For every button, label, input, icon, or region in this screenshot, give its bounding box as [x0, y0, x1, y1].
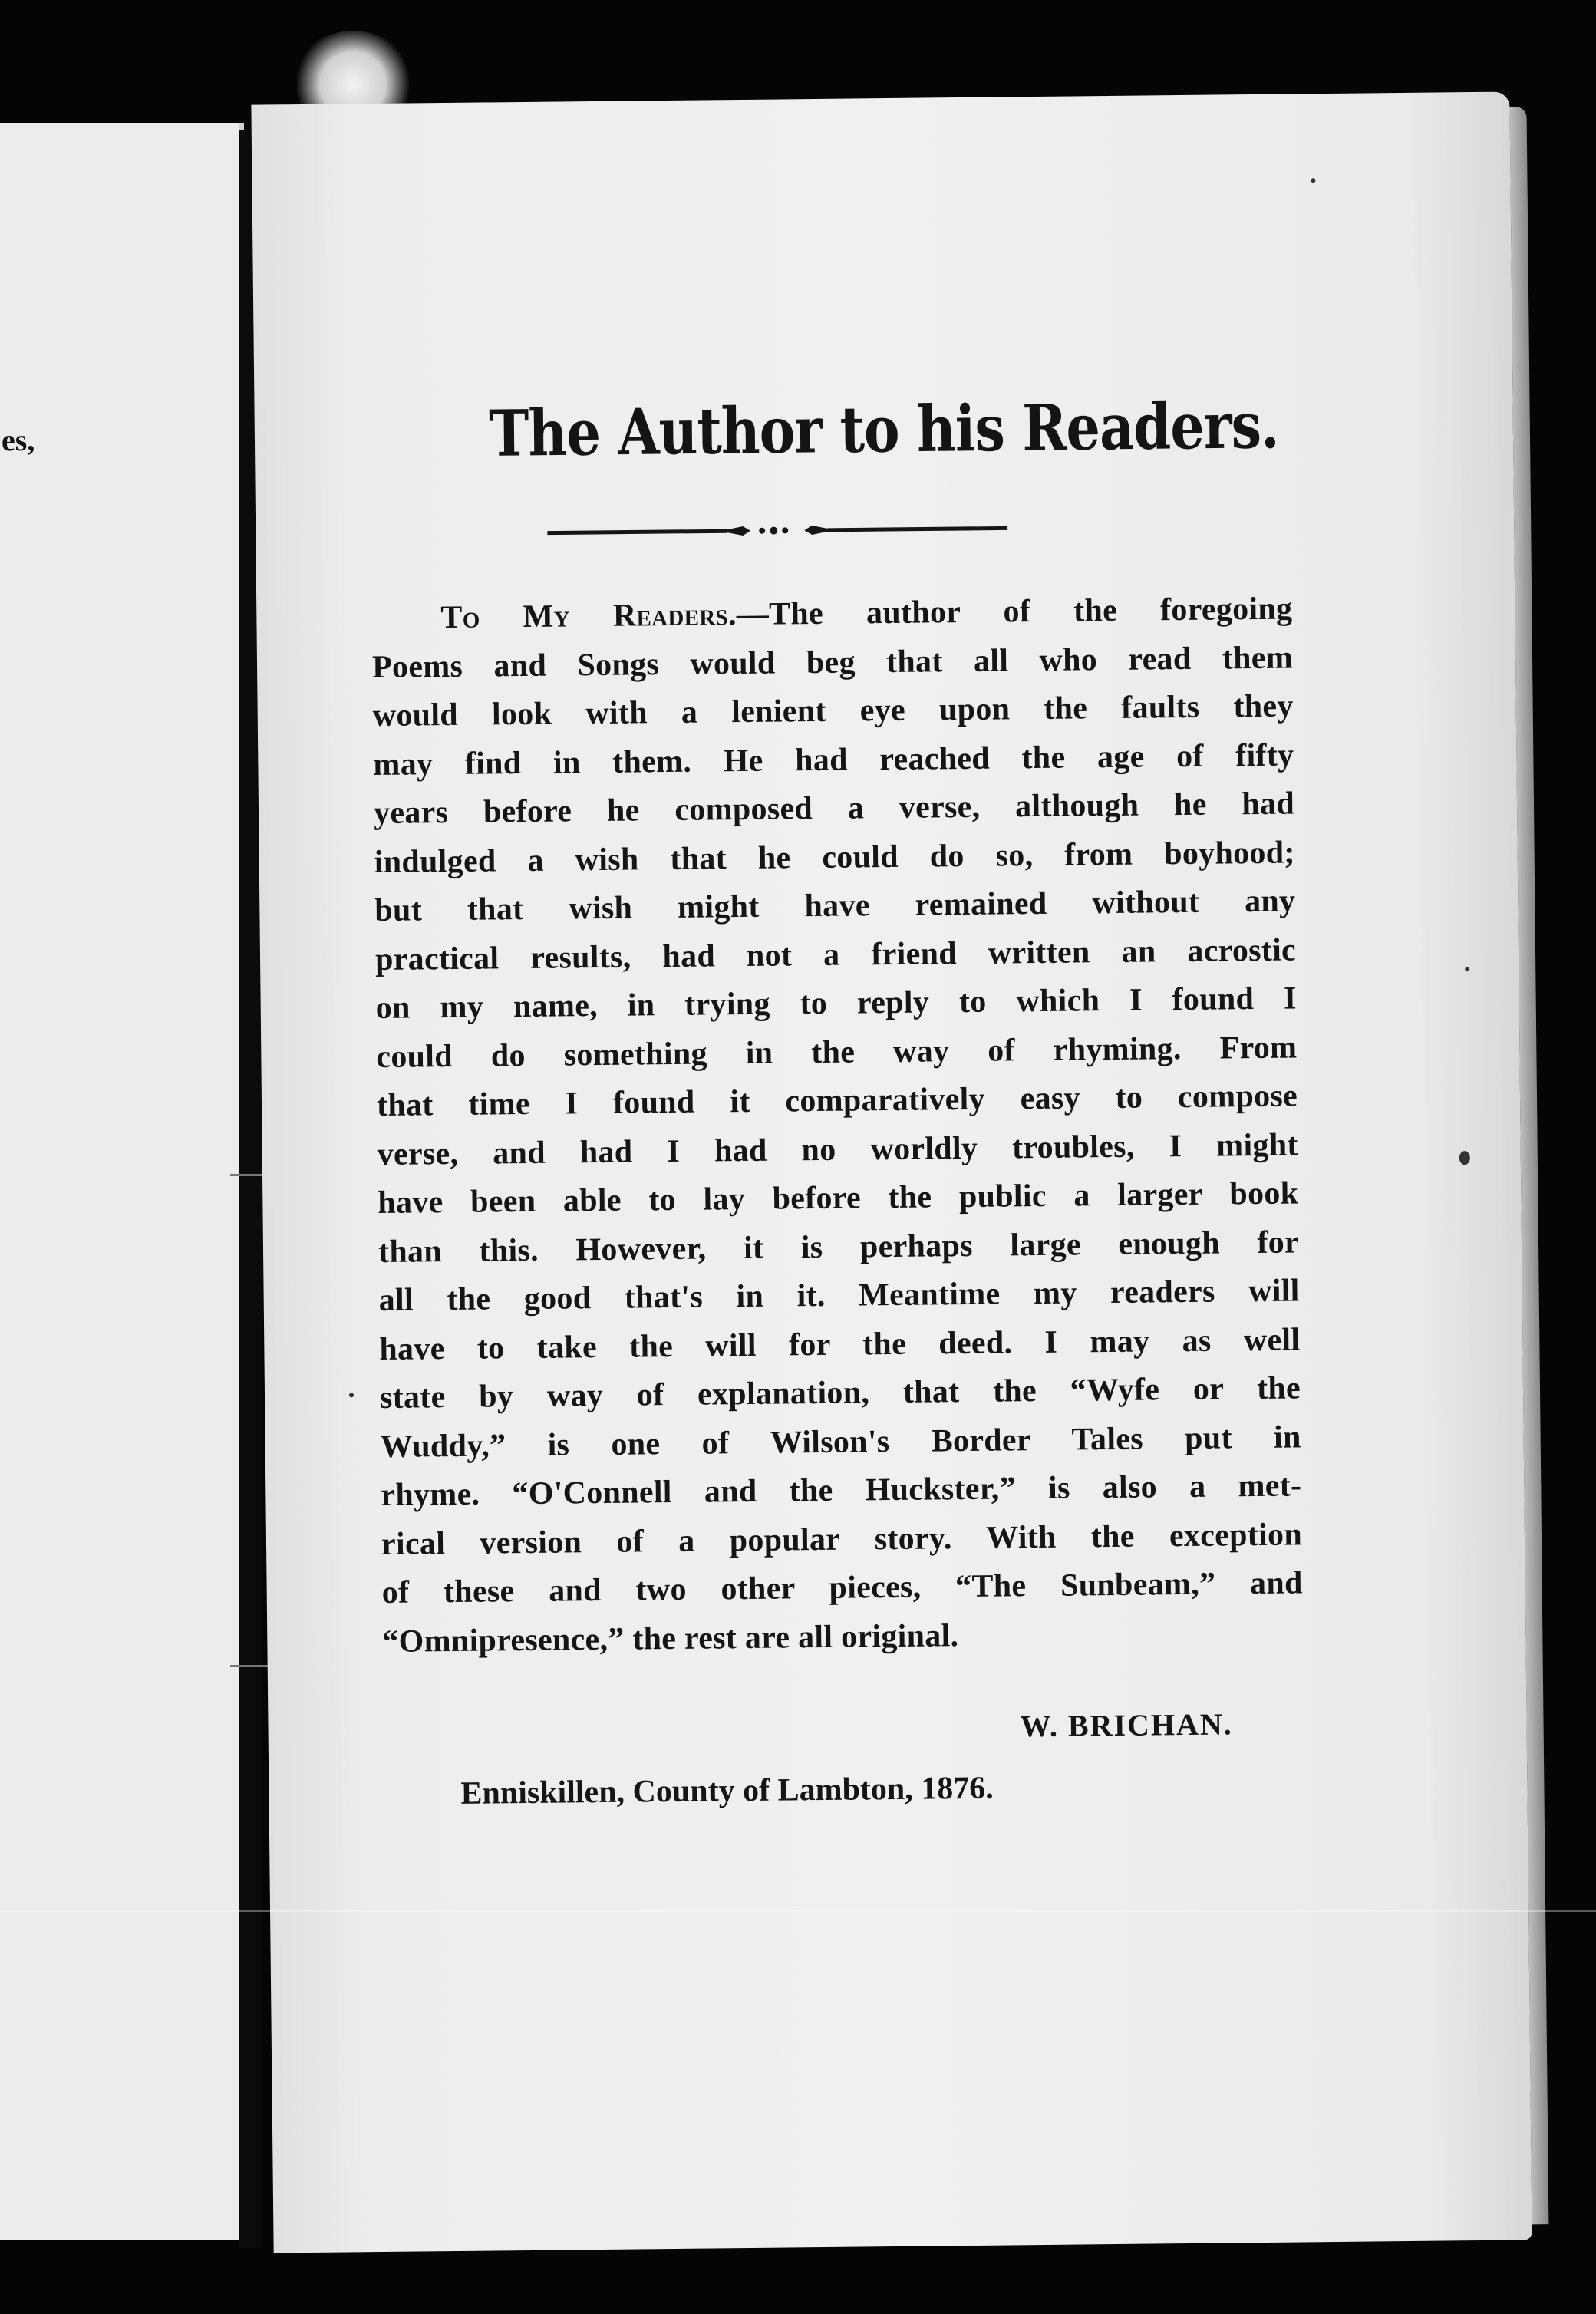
place-and-date: Enniskillen, County of Lambton, 1876. [460, 1770, 994, 1811]
preface-line: Wuddy,” is one of Wilson's Border Tales put in [380, 1419, 1301, 1465]
preface-line: years before he composed a verse, although he had [373, 786, 1295, 832]
preface-line: state by way of explanation, that the “Wyfe or the [379, 1370, 1301, 1416]
preface-line: “Omnipresence,” the rest are all original. [382, 1617, 959, 1660]
preface-line: on my name, in trying to reply to which I found I [375, 981, 1297, 1027]
preface-line: practical results, had not a friend written an acrostic [374, 931, 1297, 977]
paper-speck [1311, 178, 1315, 183]
preface-line: could do something in the way of rhyming. From [376, 1029, 1298, 1075]
author-signature: W. BRICHAN. [1020, 1706, 1234, 1744]
preface-line: rical version of a popular story. With the exception [381, 1516, 1303, 1562]
right-page [251, 91, 1532, 2253]
page-edge [1510, 107, 1549, 2224]
preface-line: but that wish might have remained without any [374, 883, 1296, 929]
binding-stitch [230, 1665, 270, 1667]
paper-speck [349, 1393, 354, 1397]
preface-line: Poems and Songs would beg that all who read them [371, 639, 1294, 685]
preface-line: To My Readers.—The author of the foregoing [440, 591, 1293, 636]
title-ornament-rule [547, 517, 1007, 543]
scan-artifact-line [0, 1910, 1596, 1912]
preface-line: verse, and had I had no worldly troubles, I might [377, 1126, 1298, 1172]
preface-line: all the good that's in it. Meantime my readers will [378, 1273, 1300, 1319]
preface-line: rhyme. “O'Connell and the Huckster,” is also a met- [381, 1468, 1302, 1513]
paper-speck [1465, 967, 1469, 971]
left-page [0, 123, 244, 2240]
preface-body [371, 585, 1304, 1666]
page-title: The Author to his Readers. [488, 387, 1279, 471]
preface-line: than this. However, it is perhaps large enough for [378, 1224, 1300, 1270]
paper-speck [1459, 1151, 1470, 1165]
preface-line: have been able to lay before the public a larger book [378, 1175, 1299, 1221]
left-page-text-fragment: es, [2, 423, 35, 457]
preface-lead-in: To My Readers. [440, 597, 737, 636]
preface-line: of these and two other pieces, “The Sunbeam,” and [381, 1565, 1303, 1610]
preface-line: that time I found it comparatively easy to compose [376, 1078, 1298, 1124]
preface-line: indulged a wish that he could do so, from boyhood; [374, 834, 1295, 880]
preface-line: may find in them. He had reached the age of fifty [373, 737, 1294, 783]
preface-line: have to take the will for the deed. I may as well [379, 1321, 1301, 1367]
preface-line: would look with a lenient eye upon the faults they [372, 688, 1294, 734]
